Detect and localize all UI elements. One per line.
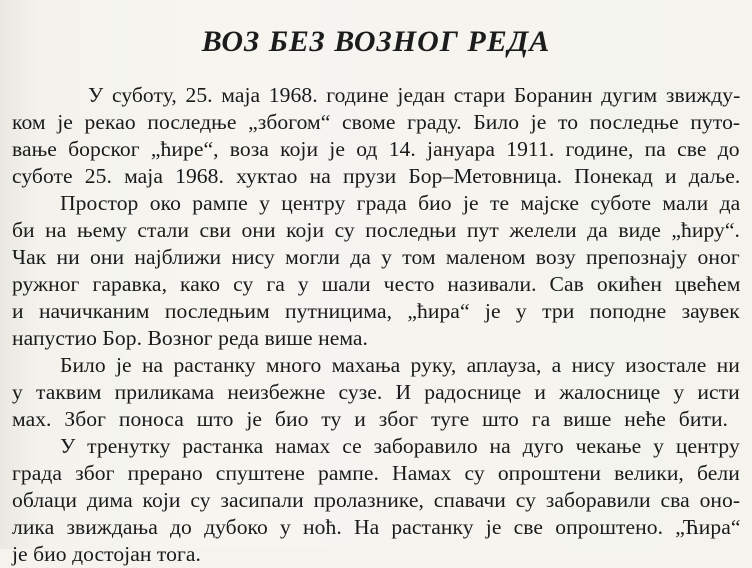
text-line: вање борског „ћире“, воза који је од 14. јануара 1911. године, па све до — [12, 137, 740, 161]
page-title: ВОЗ БЕЗ ВОЗНОГ РЕДА — [201, 25, 551, 58]
text-line: града због прерано спуштене рампе. Намах су опроштени велики, бели — [12, 461, 740, 485]
text-line: би на њему стали сви они који су последњи пут желели да виде „ћиру“. — [12, 218, 740, 242]
text-line: Било је на растанку много махања руку, аплауза, а нису изостале ни — [60, 353, 740, 377]
text-line: ком је рекао последње „збогом“ своме граду. Било је то последње путо- — [12, 110, 741, 134]
text-line: облаци дима који су засипали пролазнике, спавачи су заборавили сва оно- — [12, 488, 741, 512]
text-line: Чак ни они најближи нису могли да у том маленом возу препознају оног — [12, 245, 740, 269]
text-line: Простор око рампе у центру града био је те мајске суботе мали да — [60, 191, 741, 215]
text-line: напустио Бор. Возног реда више нема. — [12, 326, 368, 350]
text-line: У суботу, 25. маја 1968. године један стари Боранин дугим звижду- — [88, 83, 741, 107]
text-line: мах. Због поноса што је био ту и због туге што га више неће бити. — [12, 407, 728, 431]
text-line: у таквим приликама неизбежне сузе. И радоснице и жалоснице у исти — [12, 380, 740, 404]
text-line: суботе 25. маја 1968. хуктао на прузи Бор–Метовница. Понекад и даље. — [12, 164, 741, 188]
text-line: и начичканим последњим путницима, „ћира“ је у три поподне заувек — [12, 299, 740, 323]
text-line: У тренутку растанка намах се заборавило на дуго чекање у центру — [60, 434, 740, 458]
text-line: ружног гаравка, како су га у шали често називали. Сав окићен цвећем — [12, 272, 741, 296]
text-line: лика звиждања до дубоко у ноћ. На растанку је све опроштено. „Ћира“ — [12, 515, 741, 539]
text-line: је био достојан тога. — [12, 542, 201, 566]
